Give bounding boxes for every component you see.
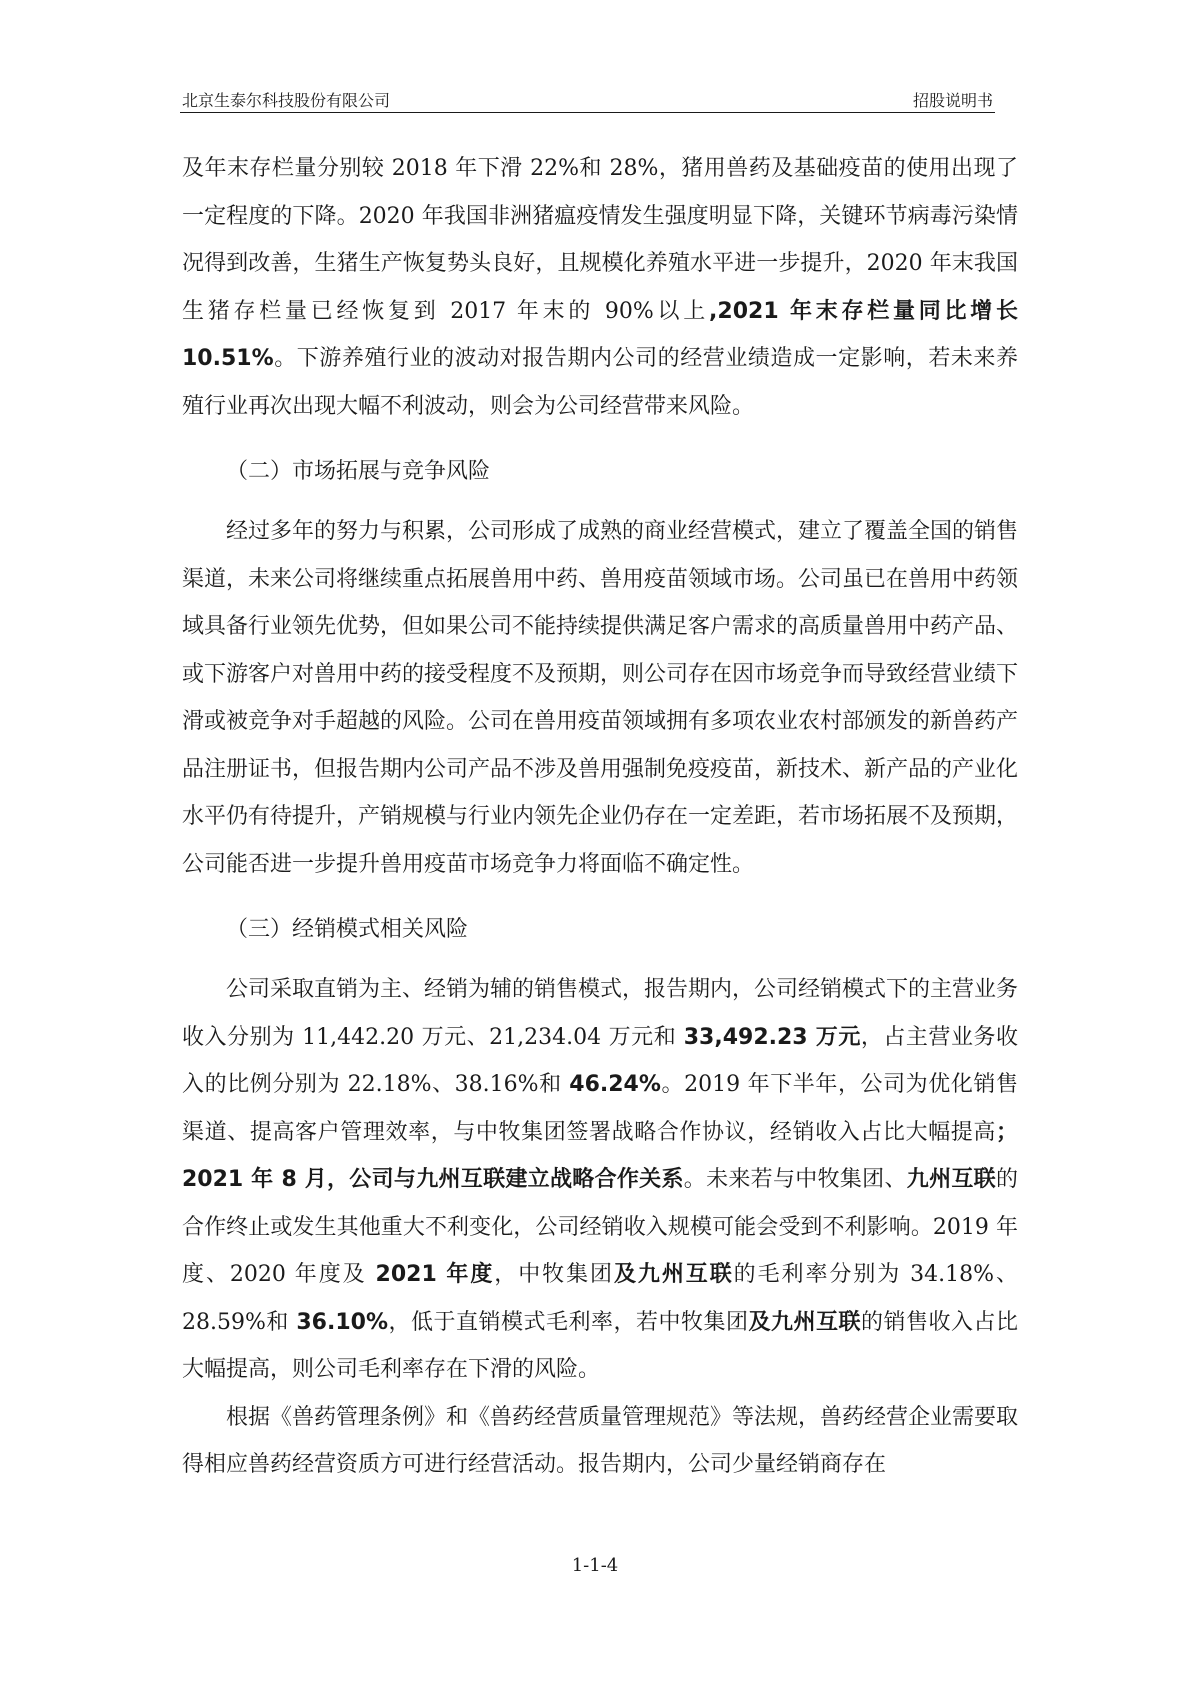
section-heading-market-competition: （二）市场拓展与竞争风险 (226, 459, 491, 484)
text-run: 的毛利率分别为 34.18%、28.59%和 (182, 1262, 1018, 1335)
header-company-name: 北京生泰尔科技股份有限公司 (182, 91, 391, 110)
text-run: ，中牧集团 (494, 1262, 614, 1287)
text-run: 。2019 年下半年，公司为优化销售渠道、提高客户管理效率，与中牧集团签署战略合作协议，经销收入占比大幅提高 (182, 1072, 1018, 1145)
paragraph-veterinary-license: 根据《兽药管理条例》和《兽药经营质量管理规范》等法规，兽药经营企业需要取得相应兽药经营资质方可进行经营活动。报告期内，公司少量经销商存在 (182, 1404, 1019, 1477)
bold-text-run: ；2021 年 8 月，公司与九州互联建立战略合作关系 (182, 1119, 1018, 1192)
paragraph-distribution-revenue (182, 966, 1018, 1394)
text-run: 。未来若与中牧集团、 (683, 1167, 907, 1192)
text-run: 。下游养殖行业的波动对报告期内公司的经营业绩造成一定影响，若未来养殖行业再次出现大幅不利波动，则会为公司经营带来风险。 (182, 346, 1018, 419)
bold-text-run: 及九州互联 (748, 1309, 861, 1335)
section-heading-distribution-model: （三）经销模式相关风险 (226, 917, 469, 942)
bold-text-run: 及九州互联 (613, 1262, 734, 1287)
bold-text-run: 36.10% (296, 1309, 389, 1335)
text-run: 及年末存栏量分别较 2018 年下滑 22%和 28%，猪用兽药及基础疫苗的使用出现了一定程度的下降。2020 年我国非洲猪瘟疫情发生强度明显下降，关键环节病毒污染情况得到改善，生猪生产恢复势头良好，且规模化养殖水平进一步提升，2020 年末我国生猪存栏量已经恢复到 2017 年末的 90%以上 (182, 156, 1018, 324)
paragraph-market-fluctuation (182, 145, 1018, 430)
text-run: 的销售收入占比大幅提高，则公司毛利率存在下滑的风险。 (182, 1309, 1018, 1382)
page-number: 1-1-4 (571, 1555, 619, 1576)
text-run: ，低于直销模式毛利率，若中牧集团 (388, 1309, 749, 1335)
header-document-type: 招股说明书 (912, 91, 993, 110)
page-header (180, 86, 995, 113)
bold-text-run: 九州互联 (906, 1167, 996, 1192)
page-body (182, 145, 1018, 1489)
bold-text-run: 46.24% (569, 1072, 661, 1097)
bold-text-run: 33,492.23 万元 (683, 1024, 861, 1050)
text-run: 的合作终止或发生其他重大不利变化，公司经销收入规模可能会受到不利影响。2019 年度、2020 年度及 (182, 1167, 1018, 1287)
bold-text-run: 2021 年度 (375, 1262, 495, 1287)
paragraph-market-competition: 经过多年的努力与积累，公司形成了成熟的商业经营模式，建立了覆盖全国的销售渠道，未来公司将继续重点拓展兽用中药、兽用疫苗领域市场。公司虽已在兽用中药领域具备行业领先优势，但如果公司不能持续提供满足客户需求的高质量兽用中药产品、或下游客户对兽用中药的接受程度不及预期，则公司存在因市场竞争而导致经营业绩下滑或被竞争对手超越的风险。公司在兽用疫苗领域拥有多项农业农村部颁发的新兽药产品注册证书，但报告期内公司产品不涉及兽用强制免疫疫苗，新技术、新产品的产业化水平仍有待提升，产销规模与行业内领先企业仍存在一定差距，若市场拓展不及预期，公司能否进一步提升兽用疫苗市场竞争力将面临不确定性。 (182, 519, 1019, 877)
text-run: ，占主营业务收入的比例分别为 22.18%、38.16%和 (182, 1024, 1018, 1097)
text-run: 公司采取直销为主、经销为辅的销售模式，报告期内，公司经销模式下的主营业务收入分别为 11,442.20 万元、21,234.04 万元和 (182, 977, 1019, 1050)
bold-text-run: ,2021 年末存栏量同比增长 10.51% (182, 298, 1019, 371)
